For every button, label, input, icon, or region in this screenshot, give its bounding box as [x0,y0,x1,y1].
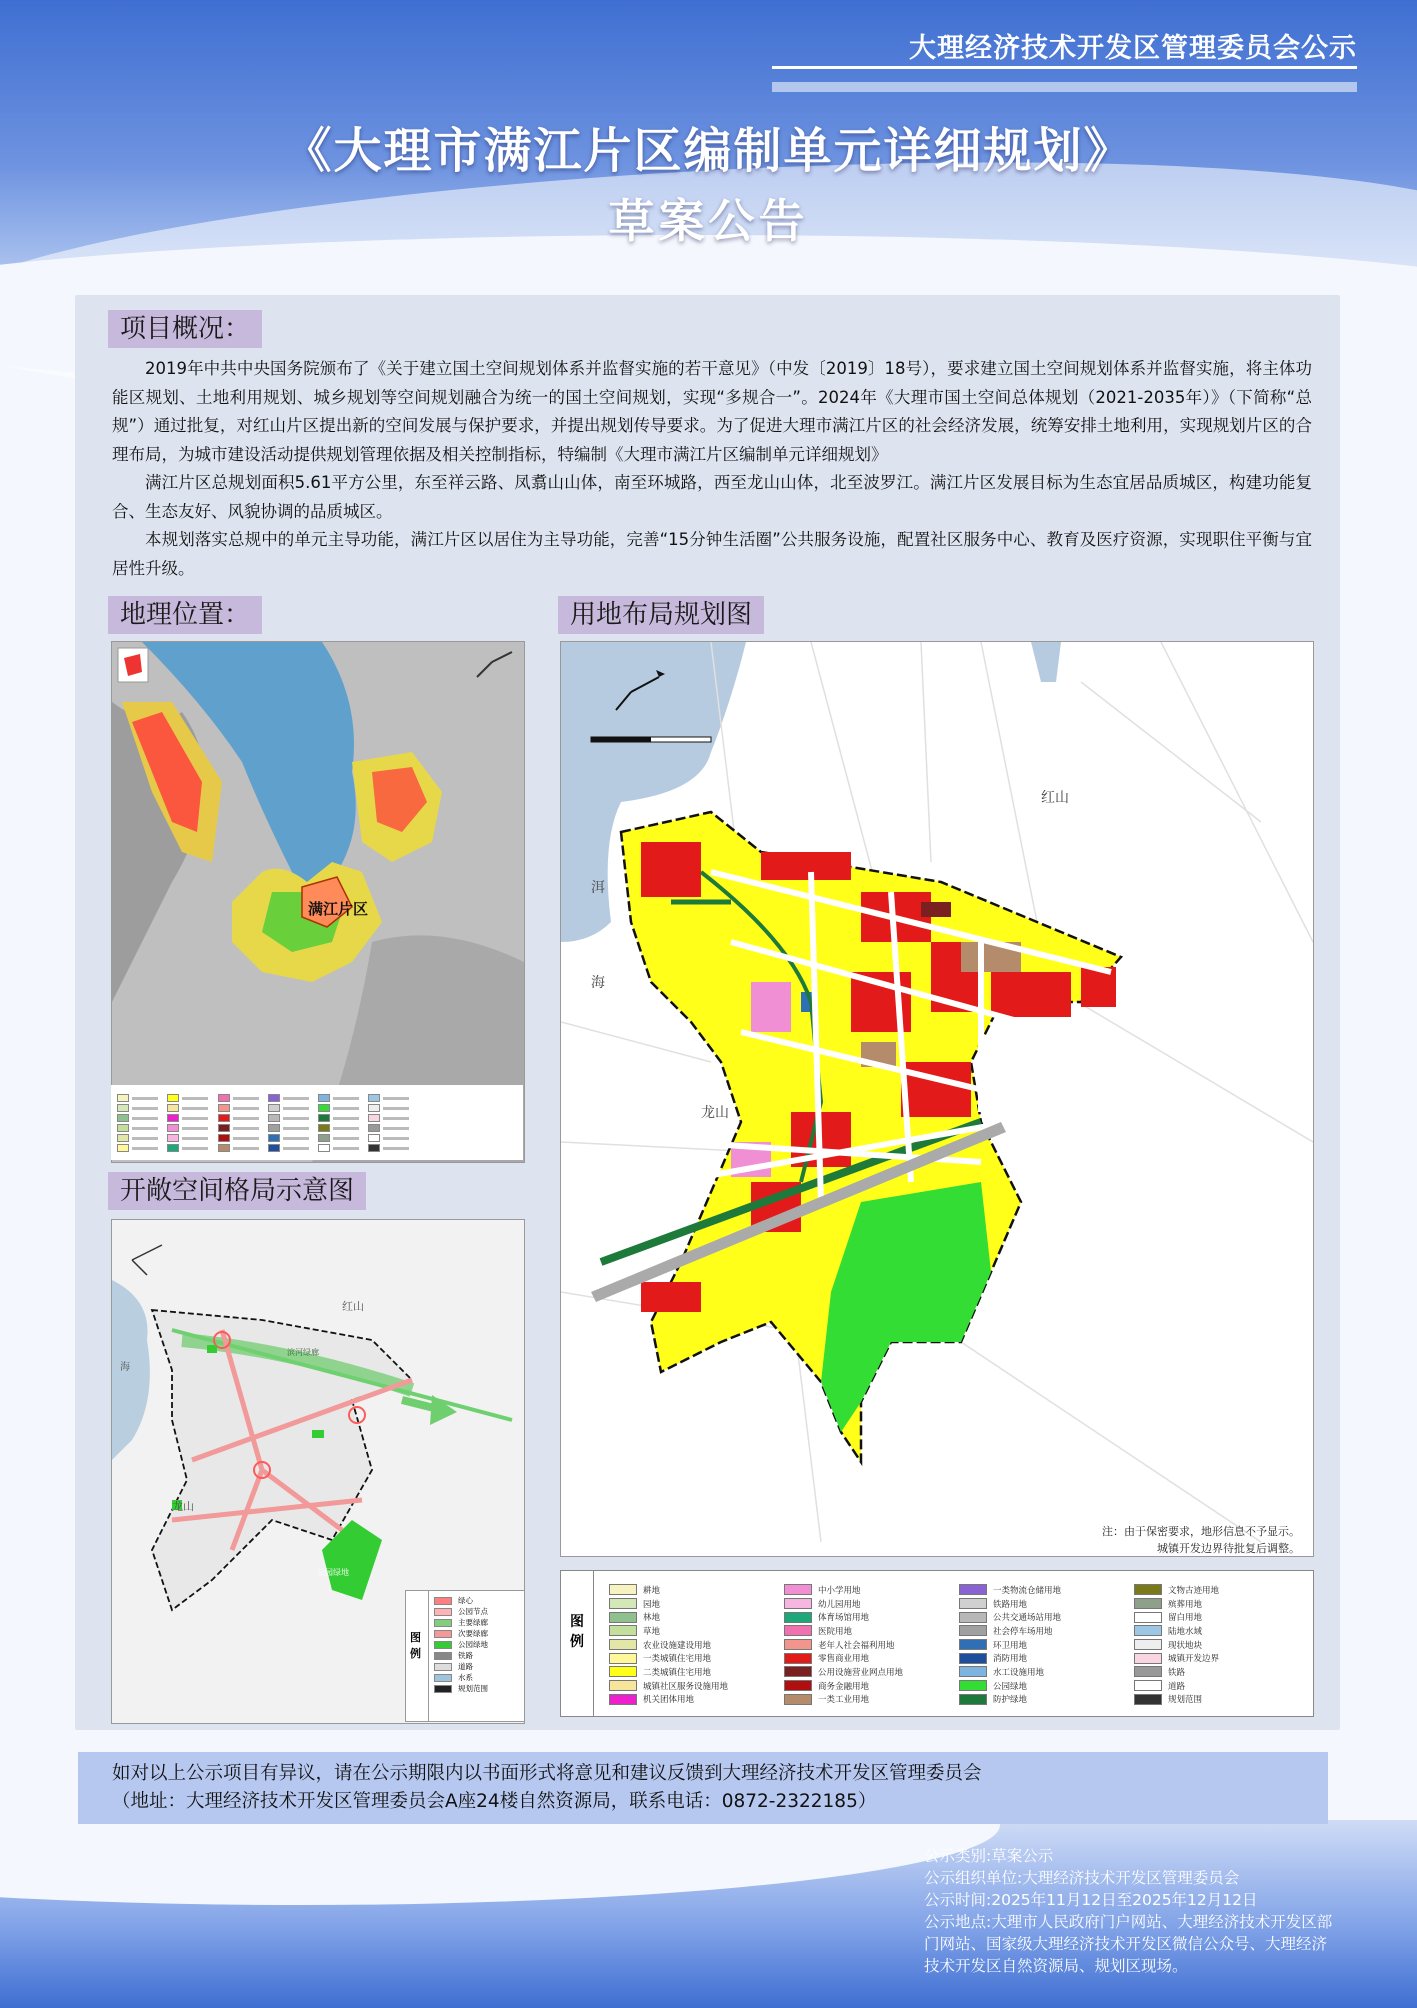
er-label: 洱 [591,879,605,895]
red-mountain-label: 红山 [1041,789,1069,805]
location-legend-item [318,1093,366,1103]
legend-label: 中小学用地 [818,1585,861,1596]
location-legend-item [117,1113,165,1123]
legend-swatch [434,1630,452,1638]
legend-label: 文物古迹用地 [1168,1585,1220,1596]
legend-item [1134,1583,1309,1597]
legend-swatch [434,1597,452,1605]
district-label: 满江片区 [308,901,369,918]
location-legend-item [318,1133,366,1143]
location-legend-item [368,1103,416,1113]
legend-item [1134,1638,1309,1652]
legend-swatch [434,1641,452,1649]
svg-text:龙山: 龙山 [172,1501,194,1513]
location-legend-item [268,1113,316,1123]
legend-label: 环卫用地 [993,1640,1028,1651]
legend-item [609,1665,784,1679]
legend-item [1134,1597,1309,1611]
overview-paragraph: 满江片区总规划面积5.61平方公里，东至祥云路、凤翥山山体，南至环城路，西至龙山山体，北至波罗江。满江片区发展目标为生态宜居品质城区，构建功能复合、生态友好、风貌协调的品质城区。 [112,473,1312,521]
location-legend-item [117,1123,165,1133]
location-legend-item [318,1123,366,1133]
legend-swatch [784,1584,812,1595]
legend-item [609,1638,784,1652]
legend-item [1134,1610,1309,1624]
legend-label: 道路 [458,1662,473,1671]
legend-item [784,1693,959,1707]
legend-label: 城镇社区服务设施用地 [643,1681,729,1692]
sea-label: 海 [591,974,605,990]
svg-text:公园绿地: 公园绿地 [317,1568,349,1577]
legend-swatch [959,1612,987,1623]
location-map-legend [111,1085,523,1160]
landuse-tag: 用地布局规划图 [558,596,764,634]
legend-label: 道路 [1168,1681,1186,1692]
location-legend-item [268,1103,316,1113]
legend-label: 一类城镇住宅用地 [643,1654,712,1665]
legend-swatch [1134,1666,1162,1677]
contact-address-line: （地址：大理经济技术开发区管理委员会A座24楼自然资源局，联系电话：0872-2322185） [112,1791,877,1812]
open-space-legend-item [434,1683,524,1694]
legend-label: 规划范围 [1168,1695,1203,1706]
legend-swatch [1134,1653,1162,1664]
legend-swatch [1134,1625,1162,1636]
notice-category: 公示类别:草案公示 [924,1847,1054,1865]
legend-swatch [784,1653,812,1664]
legend-item [959,1597,1134,1611]
legend-label: 一类物流仓储用地 [993,1585,1062,1596]
legend-label: 铁路用地 [993,1599,1028,1610]
legend-item [959,1651,1134,1665]
legend-label: 机关团体用地 [643,1695,695,1706]
open-space-legend-item [434,1672,524,1683]
notice-location: 公示地点:大理市人民政府门户网站、大理经济技术开发区部门网站、国家级大理经济技术开发区微信公众号、大理经济技术开发区自然资源局、规划区现场。 [924,1913,1333,1975]
location-legend-item [218,1103,266,1113]
location-legend-item [167,1103,215,1113]
legend-swatch [784,1694,812,1705]
legend-swatch [784,1680,812,1691]
overview-tag: 项目概况： [108,310,262,348]
legend-label: 殡葬用地 [1168,1599,1203,1610]
legend-item [959,1610,1134,1624]
legend-swatch [784,1625,812,1636]
location-legend-item [117,1103,165,1113]
legend-item [784,1583,959,1597]
feedback-line: 如对以上公示项目有异议，请在公示期限内以书面形式将意见和建议反馈到大理经济技术开发区管理委员会 [112,1763,982,1784]
legend-label: 医院用地 [818,1626,853,1637]
legend-swatch [609,1694,637,1705]
legend-swatch [959,1584,987,1595]
legend-label: 一类工业用地 [818,1695,870,1706]
legend-label: 农业设施建设用地 [643,1640,712,1651]
overview-paragraph: 2019年中共中央国务院颁布了《关于建立国土空间规划体系并监督实施的若干意见》（中发〔2019〕18号），要求建立国土空间规划体系并监督实施，将主体功能区规划、土地利用规划、城乡规划等空间规划融合为统一的国土空间规划，实现“多规合一”。2024年《大理市国土空间总体规划（2021-2035年）》（下简称“总规”）通过批复，对红山片区提出新的空间发展与保护要求，并提出规划传导要求。为了促进大理市满江片区的社会经济发展，统筹安排土地利用，实现规划片区的合理布局，为城市建设活动提供规划管理依据及相关控制指标，特编制《大理市满江片区编制单元详细规划》 [112,359,1312,464]
legend-swatch [1134,1639,1162,1650]
legend-item [609,1597,784,1611]
location-legend-item [368,1093,416,1103]
notice-info [924,1845,1334,1977]
legend-item [1134,1693,1309,1707]
legend-swatch [784,1612,812,1623]
location-legend-item [218,1113,266,1123]
location-legend-item [318,1103,366,1113]
location-legend-item [368,1123,416,1133]
legend-swatch [959,1625,987,1636]
legend-label: 现状地块 [1168,1640,1203,1651]
legend-label: 公园绿地 [458,1640,488,1649]
legend-item [609,1693,784,1707]
legend-swatch [609,1625,637,1636]
legend-swatch [434,1619,452,1627]
legend-swatch [784,1639,812,1650]
legend-swatch [609,1639,637,1650]
open-space-legend-item [434,1650,524,1661]
legend-label: 二类城镇住宅用地 [643,1667,712,1678]
legend-item [959,1624,1134,1638]
notice-subtitle: 草案公告 [608,194,809,248]
legend-item [609,1624,784,1638]
legend-swatch [434,1685,452,1693]
legend-label: 公园绿地 [993,1681,1028,1692]
legend-item [1134,1679,1309,1693]
legend-label: 老年人社会福利用地 [818,1640,895,1651]
legend-label: 公用设施营业网点用地 [818,1667,904,1678]
legend-item [609,1651,784,1665]
legend-swatch [784,1598,812,1609]
open-space-legend: 图例 绿心 公园节点 主要绿廊 次要绿廊 公园绿地 铁路 道路 水系 规划范围 [405,1590,525,1722]
notice-title: 《大理市满江片区编制单元详细规划》 [283,123,1134,179]
legend-label: 绿心 [458,1596,473,1605]
legend-item [609,1583,784,1597]
legend-label: 零售商业用地 [818,1654,870,1665]
legend-swatch [959,1639,987,1650]
location-legend-item [268,1143,316,1153]
issuing-authority: 大理经济技术开发区管理委员会公示 [909,33,1357,64]
location-legend-item [167,1123,215,1133]
location-tag: 地理位置： [108,596,262,634]
notice-organizer: 公示组织单位:大理经济技术开发区管理委员会 [924,1869,1240,1887]
location-legend-item [368,1133,416,1143]
legend-swatch [959,1680,987,1691]
legend-item [959,1665,1134,1679]
overview-paragraph: 本规划落实总规中的单元主导功能，满江片区以居住为主导功能，完善“15分钟生活圈”公共服务设施，配置社区服务中心、教育及医疗资源，实现职住平衡与宜居性升级。 [112,530,1312,578]
location-legend-item [368,1113,416,1123]
scale-bar [591,737,651,742]
legend-item [1134,1665,1309,1679]
legend-swatch [959,1653,987,1664]
legend-swatch [609,1584,637,1595]
location-legend-item [218,1093,266,1103]
legend-item [959,1679,1134,1693]
landuse-map [560,641,1314,1557]
legend-item [1134,1651,1309,1665]
dragon-mountain-label: 龙山 [701,1104,729,1120]
legend-label: 铁路 [458,1651,473,1660]
open-space-legend-item [434,1628,524,1639]
legend-swatch [959,1666,987,1677]
legend-swatch [1134,1598,1162,1609]
authority-underline [772,66,1357,69]
location-legend-item [167,1093,215,1103]
legend-swatch [1134,1680,1162,1691]
legend-label: 商务金融用地 [818,1681,870,1692]
legend-swatch [434,1674,452,1682]
open-space-legend-item [434,1606,524,1617]
location-legend-item [218,1123,266,1133]
location-legend-item [218,1143,266,1153]
legend-swatch [784,1666,812,1677]
legend-item [609,1610,784,1624]
overview-text [112,355,1312,583]
legend-label: 规划范围 [458,1684,488,1693]
svg-text:滨河绿廊: 滨河绿廊 [287,1348,319,1357]
legend-item [784,1651,959,1665]
location-legend-item [368,1143,416,1153]
landuse-legend: 图例 耕地 园地 林地 草地 农业设施建设用地 一类城镇住宅用地 二类城镇住宅用地 城镇社区服务设施用地 机关团体用地 中小学用地 幼儿园用地 体育场馆用地 医院用地 老年人社会福利用地 零售商业用地 公用设施营业网点用地 商务金融用地 一类工业用地 一类物流仓储用地 铁路用地 公共交通场站用地 社会停车场用地 环卫用地 消防用地 水工设施用地 公园绿地 防护绿地 文物古迹用地 殡葬用地 留白用地 陆地水域 现状地块 城镇开发边界 铁路 道路 规划范围 [560,1570,1314,1717]
feedback-notice [78,1752,1328,1824]
legend-label: 林地 [643,1613,661,1624]
location-legend-item [268,1093,316,1103]
legend-swatch [959,1694,987,1705]
legend-label: 防护绿地 [993,1695,1028,1706]
legend-swatch [959,1598,987,1609]
legend-swatch [609,1612,637,1623]
legend-label: 铁路 [1168,1667,1186,1678]
svg-text:红山: 红山 [342,1301,364,1313]
legend-swatch [1134,1612,1162,1623]
legend-swatch [609,1680,637,1691]
legend-label: 水工设施用地 [993,1667,1045,1678]
legend-label: 陆地水域 [1168,1626,1203,1637]
location-legend-item [167,1113,215,1123]
authority-underbar [772,82,1357,92]
legend-swatch [1134,1584,1162,1595]
map-note: 注：由于保密要求，地形信息不予显示。 城镇开发边界待批复后调整。 [1102,1525,1300,1555]
legend-label: 体育场馆用地 [818,1613,870,1624]
location-legend-item [268,1133,316,1143]
location-legend-item [117,1093,165,1103]
legend-label: 社会停车场用地 [993,1626,1053,1637]
legend-item [784,1597,959,1611]
open-space-tag: 开敞空间格局示意图 [108,1172,366,1210]
svg-text:海: 海 [120,1362,130,1373]
location-legend-item [318,1143,366,1153]
location-legend-item [218,1133,266,1143]
legend-label: 耕地 [643,1585,661,1596]
legend-swatch [1134,1694,1162,1705]
legend-item [784,1665,959,1679]
location-legend-item [117,1143,165,1153]
notice-period: 公示时间:2025年11月12日至2025年12月12日 [924,1891,1258,1909]
legend-label: 水系 [458,1673,473,1682]
legend-label: 次要绿廊 [458,1629,488,1638]
open-space-legend-item [434,1639,524,1650]
legend-item [959,1583,1134,1597]
open-space-legend-item [434,1661,524,1672]
legend-item [1134,1624,1309,1638]
legend-item [609,1679,784,1693]
legend-label: 幼儿园用地 [818,1599,861,1610]
legend-item [784,1624,959,1638]
legend-item [784,1638,959,1652]
legend-item [959,1638,1134,1652]
legend-label: 留白用地 [1168,1613,1203,1624]
legend-swatch [609,1653,637,1664]
legend-label: 草地 [643,1626,661,1637]
legend-label: 主要绿廊 [458,1618,488,1627]
location-legend-item [167,1133,215,1143]
open-space-legend-item [434,1617,524,1628]
legend-label: 城镇开发边界 [1168,1654,1220,1665]
open-space-legend-item [434,1595,524,1606]
legend-item [959,1693,1134,1707]
legend-swatch [609,1598,637,1609]
location-legend-item [318,1113,366,1123]
legend-label: 消防用地 [993,1654,1028,1665]
legend-item [784,1610,959,1624]
legend-item [784,1679,959,1693]
legend-label: 公园节点 [458,1607,488,1616]
legend-label: 公共交通场站用地 [993,1613,1062,1624]
legend-swatch [434,1663,452,1671]
location-legend-item [167,1143,215,1153]
location-legend-item [268,1123,316,1133]
legend-swatch [434,1608,452,1616]
legend-swatch [609,1666,637,1677]
location-legend-item [117,1133,165,1143]
legend-label: 园地 [643,1599,661,1610]
legend-swatch [434,1652,452,1660]
